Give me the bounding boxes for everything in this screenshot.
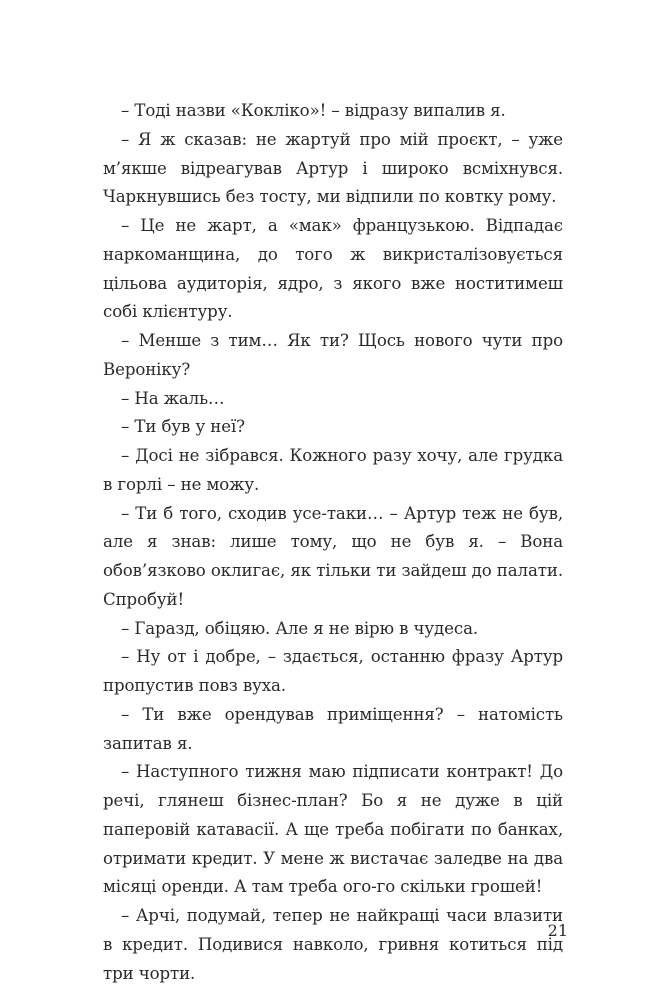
paragraph: – Ти вже орендував приміщення? – натомість запитав я.	[103, 704, 563, 753]
paragraph: – Гаразд, обіцяю. Але я не вірю в чудеса.	[121, 618, 479, 638]
paragraph: – Менше з тим… Як ти? Щось нового чути про Вероніку?	[103, 331, 563, 379]
page-number: 21	[547, 921, 568, 940]
body-text	[103, 97, 563, 988]
paragraph: – Ти був у неї?	[121, 417, 245, 437]
paragraph: – Тоді назви «Кокліко»! – відразу випалив я.	[121, 101, 506, 120]
paragraph: – Досі не зібрався. Кожного разу хочу, але грудка в горлі – не можу.	[103, 446, 563, 494]
paragraph: – Ну от і добре, – здається, останню фразу Артур пропустив повз вуха.	[103, 647, 563, 695]
paragraph: – На жаль…	[121, 388, 225, 408]
paragraph: – Це не жарт, а «мак» французькою. Відпадає наркоманщина, до того ж викристалізовується цільова аудиторія, ядро, з якого вже ноститимеш собі клієнтуру.	[103, 216, 563, 322]
paragraph: – Я ж сказав: не жартуй про мій проєкт, – уже м’якше відреагував Артур і широко всміхнувся. Чаркнувшись без тосту, ми відпили по ковтку рому.	[103, 129, 563, 207]
paragraph: – Ти б того, сходив усе-таки… – Артур теж не був, але я знав: лише тому, що не був я. – Вона обов’язково оклигає, як тільки ти зайдеш до палати. Спробуй!	[103, 503, 563, 609]
paragraph: – Наступного тижня маю підписати контракт! До речі, глянеш бізнес-план? Бо я не дуже в цій паперовій катавасії. А ще треба побігати по банках, отримати кредит. У мене ж вистачає заледве на два місяці оренди. А там треба ого-го скільки грошей!	[103, 762, 563, 897]
paragraph: – Арчі, подумай, тепер не найкращі часи влазити в кредит. Подивися навколо, гривня котиться під три чорти.	[103, 906, 563, 983]
